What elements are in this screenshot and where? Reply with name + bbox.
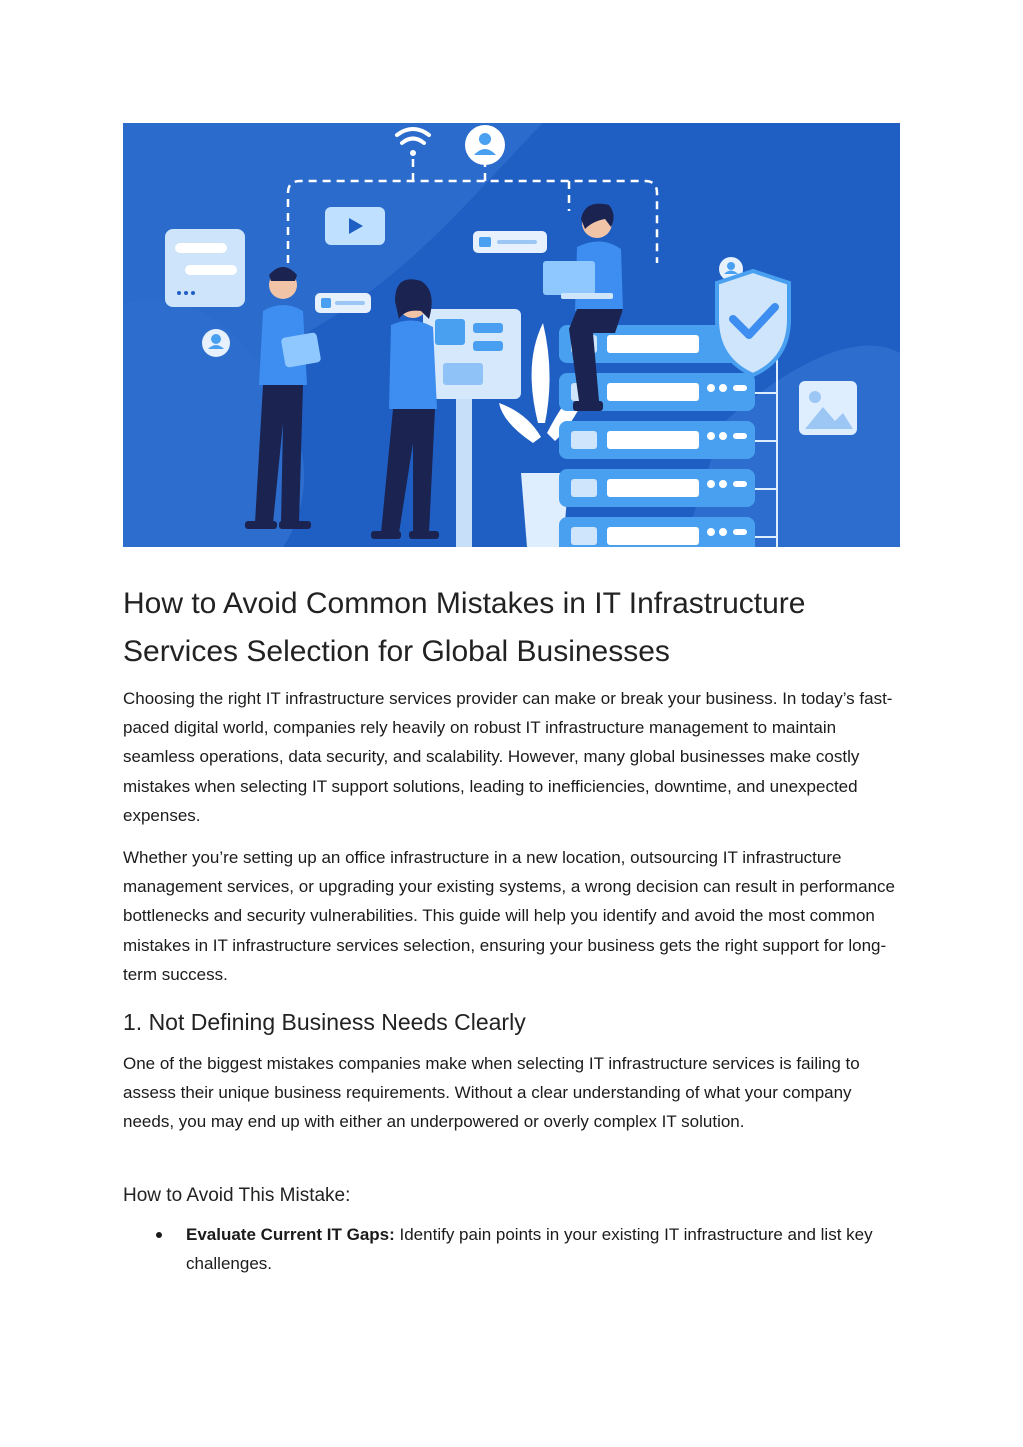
article-title: How to Avoid Common Mistakes in IT Infrastructure Services Selection for Global Businesses	[123, 587, 806, 668]
section-heading: 1. Not Defining Business Needs Clearly	[123, 1009, 526, 1035]
list-item	[123, 1220, 903, 1278]
bullet-icon	[156, 1232, 162, 1238]
image-icon	[799, 381, 857, 435]
context-paragraph: Whether you’re setting up an office infrastructure in a new location, outsourcing IT infrastructure management services, or upgrading your existing systems, a wrong decision can result in performance bottlenecks and security vulnerabilities. This guide will help you identify and avoid the most common mistakes in IT infrastructure services selection, ensuring your business gets the right support for long-term success.	[123, 848, 895, 984]
subsection-heading: How to Avoid This Mistake:	[123, 1185, 351, 1206]
section-paragraph: One of the biggest mistakes companies make when selecting IT infrastructure services is failing to assess their unique business requirements. Without a clear understanding of what your company needs, you may end up with either an underpowered or overly complex IT solution.	[123, 1054, 860, 1132]
intro-paragraph: Choosing the right IT infrastructure services provider can make or break your business. In today’s fast-paced digital world, companies rely heavily on robust IT infrastructure management to maintain seamless operations, data security, and scalability. However, many global businesses make costly mistakes when selecting IT support solutions, leading to inefficiencies, downtime, and unexpected expenses.	[123, 689, 893, 825]
tips-list	[123, 1220, 903, 1278]
play-icon	[325, 207, 385, 245]
list-item-text: Identify pain points in your existing IT infrastructure and list key challenges.	[186, 1225, 873, 1274]
user-icon	[465, 125, 505, 165]
list-item-title: Evaluate Current IT Gaps:	[186, 1225, 395, 1244]
hero-illustration	[123, 123, 900, 547]
